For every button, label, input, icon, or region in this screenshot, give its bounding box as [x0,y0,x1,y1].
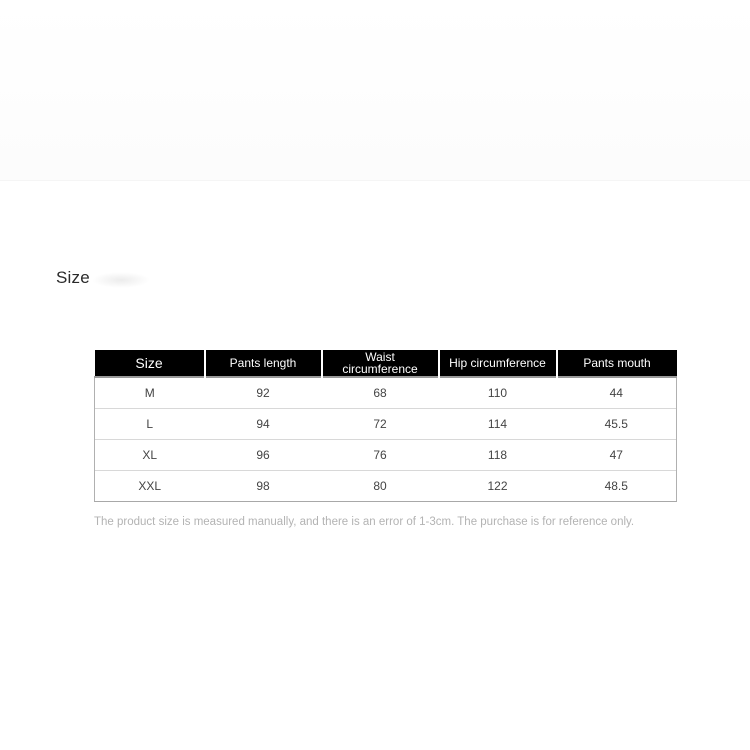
cell-pants-mouth: 45.5 [557,409,677,440]
header-pants-length: Pants length [205,350,322,377]
heading-blur-mark [92,272,150,288]
cell-hip: 118 [439,440,557,471]
header-hip-circumference: Hip circumference [439,350,557,377]
cell-hip: 110 [439,377,557,409]
measurement-disclaimer: The product size is measured manually, and there is an error of 1-3cm. The purchase is for reference only. [94,516,635,528]
table-header-row [95,350,677,377]
cell-waist: 72 [322,409,439,440]
cell-pants-mouth: 47 [557,440,677,471]
table-row [95,409,677,440]
header-waist-circumference: Waist circumference [322,350,439,377]
cell-pants-mouth: 48.5 [557,471,677,502]
top-background-band [0,0,750,181]
cell-pants-length: 92 [205,377,322,409]
cell-waist: 68 [322,377,439,409]
section-heading: Size [56,268,90,287]
cell-pants-length: 98 [205,471,322,502]
cell-hip: 114 [439,409,557,440]
cell-pants-mouth: 44 [557,377,677,409]
table-row [95,471,677,502]
cell-waist: 80 [322,471,439,502]
cell-size: M [95,377,205,409]
cell-waist: 76 [322,440,439,471]
cell-pants-length: 94 [205,409,322,440]
cell-hip: 122 [439,471,557,502]
cell-size: L [95,409,205,440]
cell-size: XL [95,440,205,471]
table-row [95,377,677,409]
table-row [95,440,677,471]
header-size: Size [95,350,205,377]
header-pants-mouth: Pants mouth [557,350,677,377]
cell-size: XXL [95,471,205,502]
cell-pants-length: 96 [205,440,322,471]
size-chart-table [94,350,677,502]
